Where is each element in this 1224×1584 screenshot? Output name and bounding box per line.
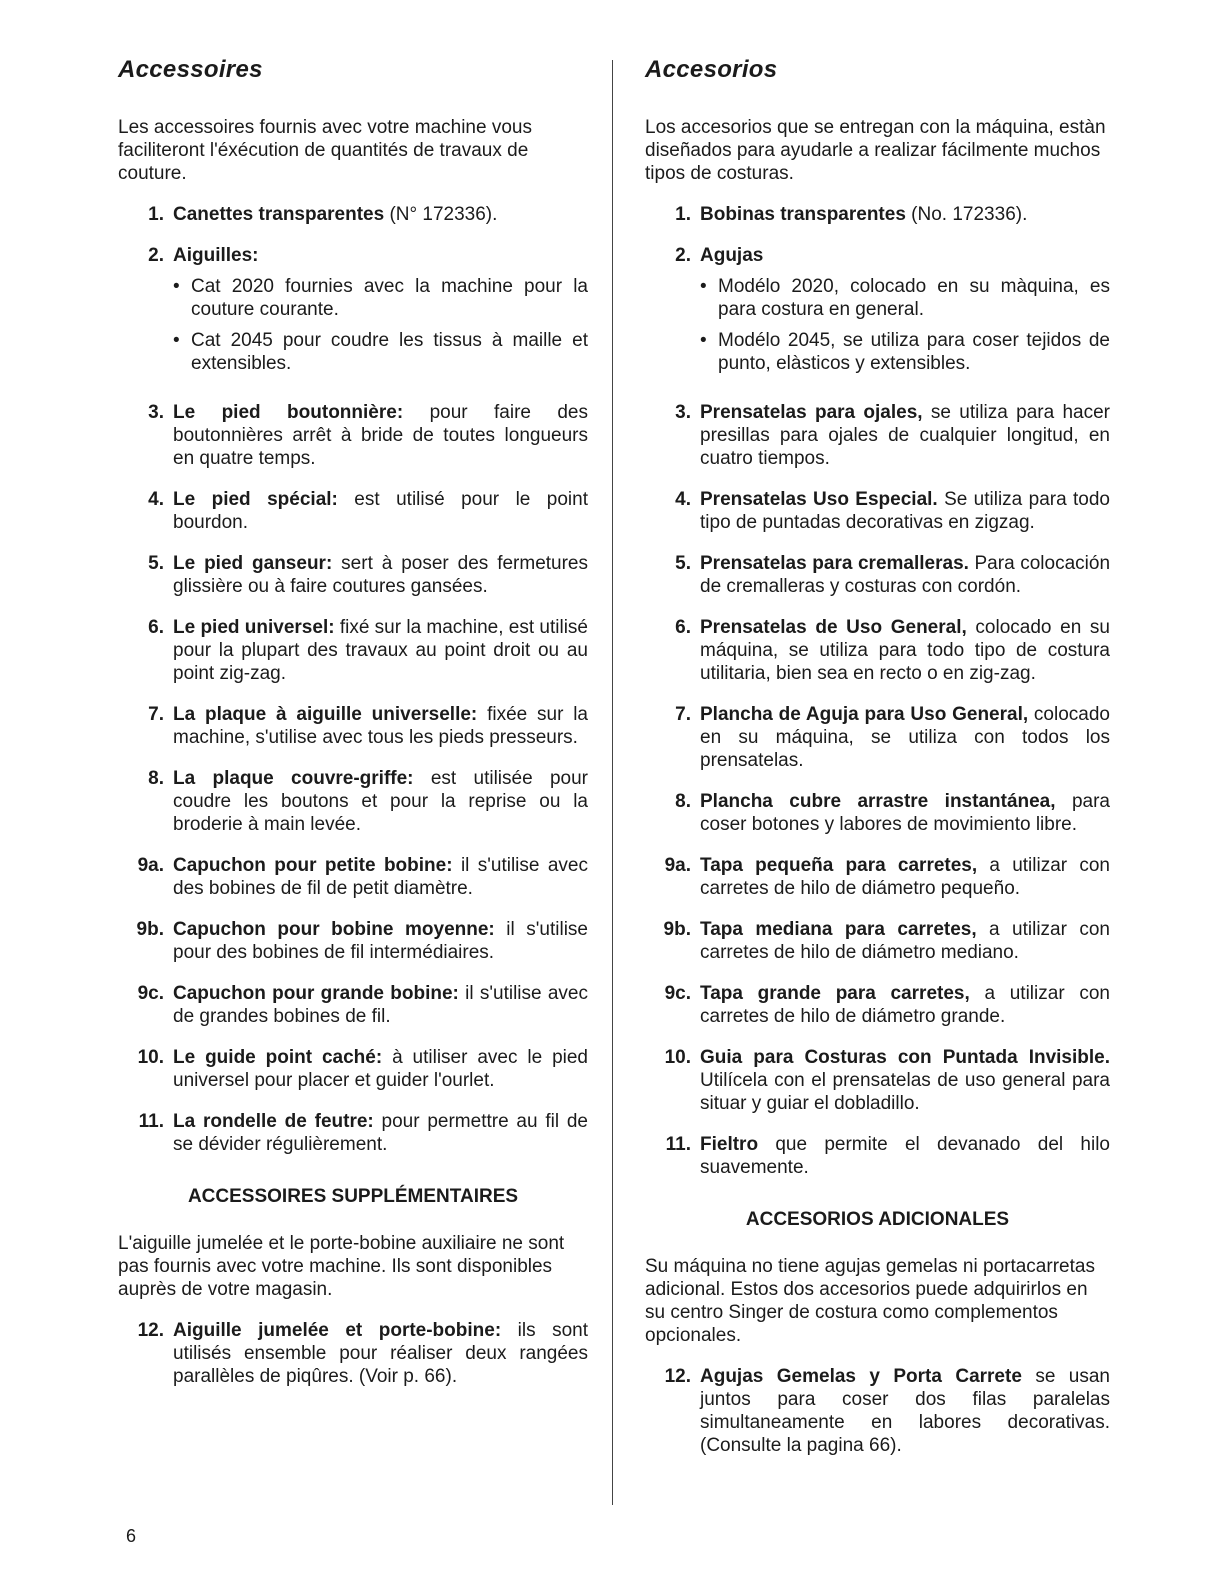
french-extra-heading: ACCESSOIRES SUPPLÉMENTAIRES [187, 1186, 519, 1207]
list-item [645, 918, 1110, 964]
item-number: 2. [675, 245, 691, 266]
item-body [173, 854, 588, 900]
item-term: Plancha de Aguja para Uso General, [700, 704, 1029, 725]
item-number: 5. [148, 553, 164, 574]
item-number: 9b. [136, 919, 164, 940]
item-body [700, 1133, 1110, 1179]
item-number: 4. [148, 489, 164, 510]
item-number: 11. [665, 1134, 691, 1155]
item-body [700, 488, 1110, 534]
item-body [173, 982, 588, 1028]
item-text: il s'utilise avec des bobines de fil de petit diamètre. [173, 855, 588, 899]
item-number: 9a. [137, 855, 164, 876]
bullet-list [700, 275, 1110, 375]
item-number: 1. [675, 204, 691, 225]
french-intro: Les accessoires fournis avec votre machine vous faciliteront l'éxécution de quantités de travaux de couture. [118, 117, 532, 184]
spanish-extra-intro: Su máquina no tiene agujas gemelas ni portacarretas adicional. Estos dos accesorios puede adquirirlos en su centro Singer de costura como complementos opcionales. [645, 1256, 1095, 1346]
item-body [173, 488, 588, 534]
item-body [173, 552, 588, 598]
item-body [700, 790, 1110, 836]
list-item [118, 244, 588, 383]
item-text: colocado en su máquina, se utiliza con todos los prensatelas. [700, 704, 1110, 771]
list-item [118, 552, 588, 598]
item-text: (No. 172336). [905, 204, 1028, 225]
list-item [645, 244, 1110, 383]
item-text: il s'utilise pour des bobines de fil intermédiaires. [173, 919, 588, 963]
item-number: 8. [675, 791, 691, 812]
item-term: La plaque à aiguille universelle: [173, 704, 478, 725]
list-item [645, 1046, 1110, 1115]
french-column [118, 56, 588, 1406]
spanish-intro: Los accesorios que se entregan con la máquina, estàn diseñados para ayudarle a realizar fácilmente muchos tipos de costuras. [645, 117, 1106, 184]
item-body [173, 244, 588, 383]
item-text: se utiliza para hacer presillas para ojales de cualquier longitud, en cuatro tiempos. [700, 402, 1110, 469]
item-body [173, 703, 588, 749]
item-term: Plancha cubre arrastre instantánea, [700, 791, 1056, 812]
list-item [118, 488, 588, 534]
item-body [700, 1046, 1110, 1115]
item-term: Canettes transparentes [173, 204, 385, 225]
item-body [173, 1110, 588, 1156]
item-term: Capuchon pour petite bobine: [173, 855, 453, 876]
list-item [118, 203, 588, 226]
list-item [645, 1133, 1110, 1179]
page-number: 6 [126, 1526, 137, 1546]
item-body [173, 203, 588, 226]
item-text: (N° 172336). [384, 204, 498, 225]
item-number: 3. [675, 402, 691, 423]
item-text: a utilizar con carretes de hilo de diámetro grande. [700, 983, 1110, 1027]
item-body [700, 616, 1110, 685]
item-term: Guia para Costuras con Puntada Invisible. [700, 1047, 1110, 1068]
item-number: 10. [137, 1047, 164, 1068]
column-divider [612, 60, 613, 1505]
list-item [645, 401, 1110, 470]
list-item [118, 703, 588, 749]
item-text: a utilizar con carretes de hilo de diámetro pequeño. [700, 855, 1110, 899]
list-item [645, 552, 1110, 598]
list-item [118, 616, 588, 685]
item-body [700, 1365, 1110, 1457]
item-body [700, 552, 1110, 598]
spanish-column [645, 56, 1110, 1475]
item-text: Utilícela con el prensatelas de uso general para situar y guiar el dobladillo. [700, 1070, 1110, 1114]
item-number: 6. [675, 617, 691, 638]
item-term: Tapa pequeña para carretes, [700, 855, 978, 876]
bullet-item: • Modélo 2020, colocado en su màquina, es para costura en general. [700, 275, 1110, 321]
item-text: fixée sur la machine, s'utilise avec tous les pieds presseurs. [173, 704, 588, 748]
item-term: Le pied ganseur: [173, 553, 333, 574]
item-number: 2. [148, 245, 164, 266]
item-number: 7. [675, 704, 691, 725]
list-item [645, 203, 1110, 226]
item-body [700, 918, 1110, 964]
item-term: Prensatelas de Uso General, [700, 617, 967, 638]
item-text: colocado en su máquina, se utiliza para todo tipo de costura utilitaria, bien sea en recto o en zig-zag. [700, 617, 1110, 684]
list-item [645, 703, 1110, 772]
item-term: Le guide point caché: [173, 1047, 383, 1068]
item-number: 12. [664, 1366, 691, 1387]
item-number: 9a. [664, 855, 691, 876]
item-term: Prensatelas para cremalleras. [700, 553, 969, 574]
item-term: Fieltro [700, 1134, 759, 1155]
item-term: Agujas [700, 245, 764, 266]
list-item [645, 616, 1110, 685]
item-term: Capuchon pour bobine moyenne: [173, 919, 495, 940]
bullet-item: • Cat 2045 pour coudre les tissus à maille et extensibles. [173, 329, 588, 375]
item-number: 9c. [137, 983, 164, 1004]
item-term: Prensatelas para ojales, [700, 402, 923, 423]
item-number: 3. [148, 402, 164, 423]
item-text: pour permettre au fil de se dévider régulièrement. [173, 1111, 589, 1155]
item-text: se usan juntos para coser dos filas paralelas simultaneamente en labores decorativas. (Consulte la pagina 66). [700, 1366, 1111, 1456]
french-title: Accessoires [118, 56, 263, 83]
list-item [645, 982, 1110, 1028]
french-extra-item [118, 1319, 588, 1388]
item-term: Aiguille jumelée et porte-bobine: [173, 1320, 502, 1341]
item-text: à utiliser avec le pied universel pour placer et guider l'ourlet. [173, 1047, 588, 1091]
item-body [173, 401, 588, 470]
item-term: Tapa grande para carretes, [700, 983, 970, 1004]
item-body [700, 203, 1110, 226]
item-term: Capuchon pour grande bobine: [173, 983, 459, 1004]
french-extra-intro: L'aiguille jumelée et le porte-bobine auxiliaire ne sont pas fournis avec votre machine. Ils sont disponibles auprès de votre magasin. [118, 1233, 565, 1300]
spanish-accessory-list [645, 203, 1110, 1179]
item-number: 9c. [664, 983, 691, 1004]
item-number: 1. [148, 204, 164, 225]
list-item [118, 767, 588, 836]
item-term: La rondelle de feutre: [173, 1111, 374, 1132]
list-item [645, 854, 1110, 900]
item-text: fixé sur la machine, est utilisé pour la plupart des travaux au point droit ou au point zig-zag. [173, 617, 588, 684]
bullet-item: • Modélo 2045, se utiliza para coser tejidos de punto, elàsticos y extensibles. [700, 329, 1110, 375]
item-text: sert à poser des fermetures glissière ou à faire coutures gansées. [173, 553, 588, 597]
item-number: 5. [675, 553, 691, 574]
item-body [700, 401, 1110, 470]
item-body [173, 616, 588, 685]
item-number: 9b. [663, 919, 691, 940]
item-text: est utilisé pour le point bourdon. [173, 489, 588, 533]
bullet-list [173, 275, 588, 375]
item-body [700, 244, 1110, 383]
item-text: para coser botones y labores de movimiento libre. [700, 791, 1110, 835]
spanish-title: Accesorios [645, 56, 778, 83]
item-body [700, 854, 1110, 900]
french-accessory-list [118, 203, 588, 1156]
item-term: Agujas Gemelas y Porta Carrete [700, 1366, 1022, 1387]
item-body [173, 1319, 588, 1388]
item-body [700, 703, 1110, 772]
item-number: 8. [148, 768, 164, 789]
item-body [173, 767, 588, 836]
list-item [118, 1046, 588, 1092]
item-number: 10. [664, 1047, 691, 1068]
item-number: 12. [137, 1320, 164, 1341]
item-term: Prensatelas Uso Especial. [700, 489, 938, 510]
list-item [118, 982, 588, 1028]
item-text: il s'utilise avec de grandes bobines de fil. [173, 983, 588, 1027]
item-text: est utilisée pour coudre les boutons et pour la reprise ou la broderie à main levée. [173, 768, 588, 835]
spanish-extra-item [645, 1365, 1110, 1457]
item-body [173, 918, 588, 964]
list-item [118, 854, 588, 900]
item-term: Le pied boutonnière: [173, 402, 404, 423]
item-term: Bobinas transparentes [700, 204, 906, 225]
item-text: a utilizar con carretes de hilo de diámetro mediano. [700, 919, 1110, 963]
item-number: 11. [138, 1111, 164, 1132]
item-term: Tapa mediana para carretes, [700, 919, 977, 940]
item-number: 4. [675, 489, 691, 510]
list-item [118, 1110, 588, 1156]
item-number: 6. [148, 617, 164, 638]
item-text: pour faire des boutonnières arrêt à bride de toutes longueurs en quatre temps. [173, 402, 588, 469]
item-term: La plaque couvre-griffe: [173, 768, 414, 789]
item-text: Se utiliza para todo tipo de puntadas decorativas en zigzag. [700, 489, 1110, 533]
item-term: Le pied spécial: [173, 489, 338, 510]
item-number: 7. [148, 704, 164, 725]
item-text: ils sont utilisés ensemble pour réaliser deux rangées parallèles de piqûres. (Voir p. 66). [173, 1320, 588, 1387]
list-item [645, 488, 1110, 534]
item-text: Para colocación de cremalleras y costuras con cordón. [700, 553, 1111, 597]
spanish-extra-heading: ACCESORIOS ADICIONALES [745, 1209, 1010, 1230]
item-term: Aiguilles: [173, 245, 259, 266]
bullet-item: • Cat 2020 fournies avec la machine pour la couture courante. [173, 275, 588, 321]
item-body [173, 1046, 588, 1092]
list-item [118, 918, 588, 964]
list-item [645, 790, 1110, 836]
item-text: que permite el devanado del hilo suavemente. [700, 1134, 1110, 1178]
item-term: Le pied universel: [173, 617, 335, 638]
list-item [118, 401, 588, 470]
item-body [700, 982, 1110, 1028]
